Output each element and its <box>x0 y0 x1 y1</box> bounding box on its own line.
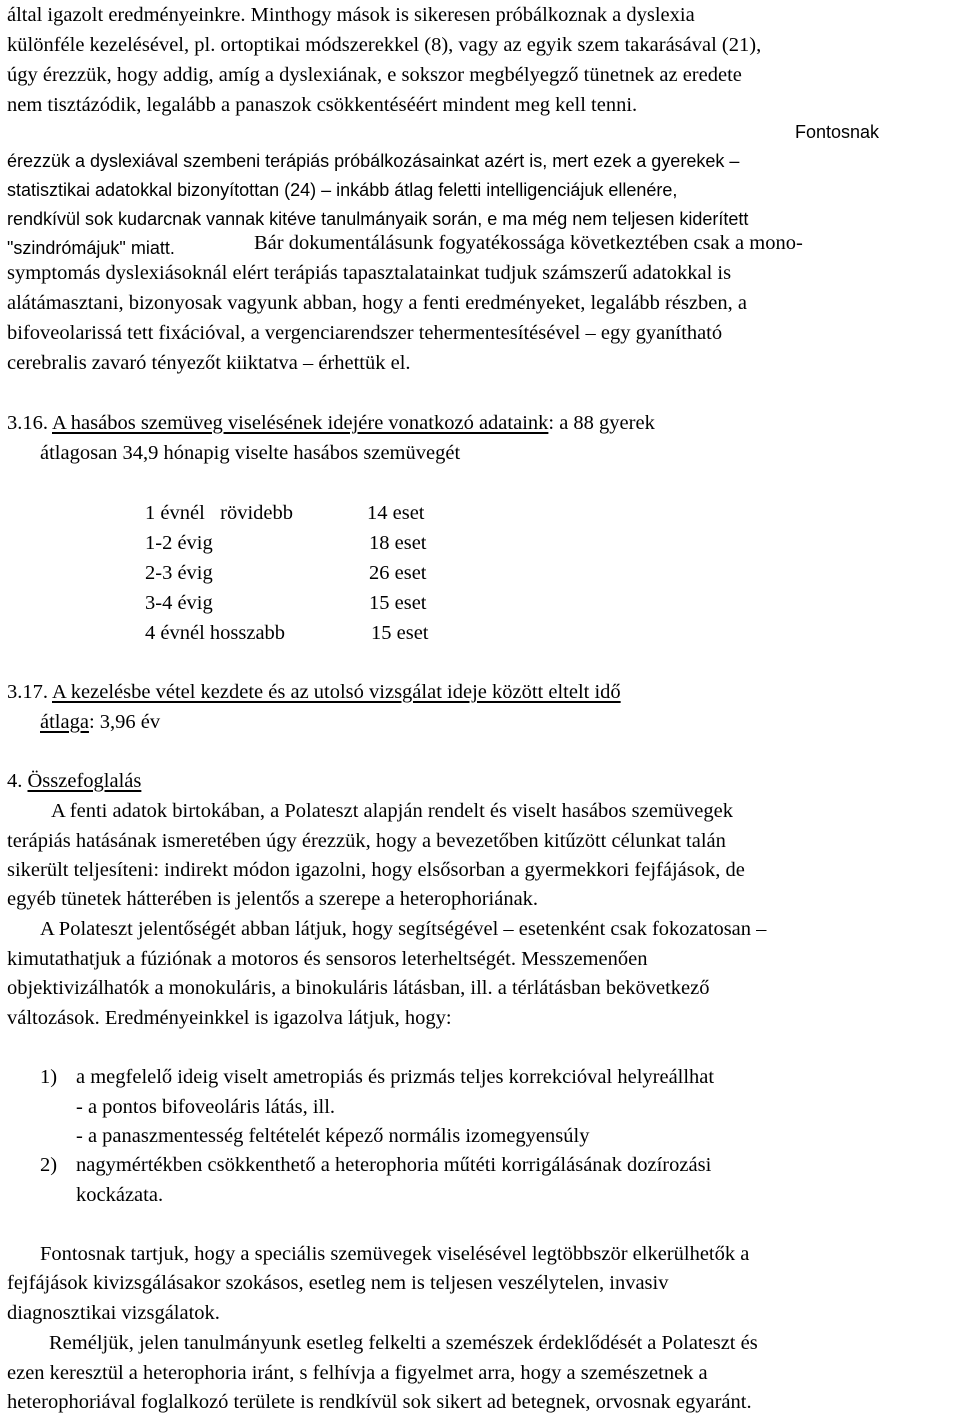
text-line: átlagosan 34,9 hónapig viselte hasábos szemüvegét <box>40 442 461 464</box>
text-line: symptomás dyslexiásoknál elért terápiás tapasztalatainkat tudjuk számszerű adatokkal is <box>7 262 732 284</box>
text-line: statisztikai adatokkal bizonyítottan (24) – inkább átlag feletti intelligenciájuk ellenére, <box>7 180 678 200</box>
section-4-heading <box>7 766 141 796</box>
text-line: ezen keresztül a heterophoria iránt, s felhívja a figyelmet arra, hogy a szemészetnek a <box>7 1362 708 1384</box>
text-line: sikerült teljesíteni: indirekt módon igazolni, hogy elsősorban a gyermekkori fejfájások, de <box>7 859 745 881</box>
text-line: Reméljük, jelen tanulmányunk esetleg felkelti a szemészek érdeklődését a Polateszt és <box>49 1332 758 1354</box>
text-line: változások. Eredményeinkkel is igazolva látjuk, hogy: <box>7 1007 452 1029</box>
list-text: nagymértékben csökkenthető a heterophoria műtéti korrigálásának dozírozási <box>76 1154 712 1176</box>
text-line: Fontosnak <box>795 122 880 142</box>
section-title: A hasábos szemüveg viselésének idejére vonatkozó adataink <box>52 412 549 434</box>
text-line: bifoveolarissá tett fixációval, a vergenciarendszer tehermentesítésével – egy gyanítható <box>7 322 723 344</box>
text-line: különféle kezelésével, pl. ortoptikai módszerekkel (8), vagy az egyik szem takarásával (21), <box>7 34 762 56</box>
table-row <box>145 528 427 558</box>
list-item <box>40 1150 711 1180</box>
text-line <box>40 707 160 737</box>
case-count: 18 eset <box>369 532 427 554</box>
section-title: átlaga <box>40 711 89 733</box>
duration-label: 1 évnél rövidebb <box>145 502 294 524</box>
text-line: A fenti adatok birtokában, a Polateszt alapján rendelt és viselt hasábos szemüvegek <box>51 800 733 822</box>
list-item <box>76 1180 163 1210</box>
section-number: 4. <box>7 770 23 792</box>
list-text: - a pontos bifoveoláris látás, ill. <box>76 1096 336 1118</box>
case-count: 26 eset <box>369 562 427 584</box>
duration-label: 1-2 évig <box>145 532 213 554</box>
list-number: 2) <box>40 1154 58 1176</box>
text-line: terápiás hatásának ismeretében úgy érezzük, hogy a bevezetőben kitűzött célunkat talán <box>7 830 726 852</box>
case-count: 15 eset <box>369 592 427 614</box>
text-line: heterophoriával foglalkozó területe is rendkívül sok sikert ad betegnek, orvosnak egyaránt. <box>7 1391 752 1413</box>
text-line: Fontosnak tartjuk, hogy a speciális szemüvegek viselésével legtöbbször elkerülhetők a <box>40 1243 750 1265</box>
duration-label: 3-4 évig <box>145 592 213 614</box>
text-line: Bár dokumentálásunk fogyatékossága következtében csak a mono- <box>254 232 803 254</box>
table-row <box>145 498 425 528</box>
table-row <box>145 558 427 588</box>
text-line: rendkívül sok kudarcnak vannak kitéve tanulmányaik során, e ma még nem teljesen kiderített <box>7 209 749 229</box>
text-line: által igazolt eredményeinkre. Minthogy mások is sikeresen próbálkoznak a dyslexia <box>7 4 695 26</box>
list-text: - a panaszmentesség feltételét képező normális izomegyensúly <box>76 1125 590 1147</box>
text-line: érezzük a dyslexiával szembeni terápiás próbálkozásainkat azért is, mert ezek a gyerekek – <box>7 151 740 171</box>
table-row <box>145 618 429 648</box>
text-line <box>7 90 637 120</box>
text-line: objektivizálhatók a monokuláris, a binokuláris látásban, ill. a térlátásban bekövetkező <box>7 977 710 999</box>
case-count: 15 eset <box>371 622 429 644</box>
text-line: diagnosztikai vizsgálatok. <box>7 1302 220 1324</box>
text-line: úgy érezzük, hogy addig, amíg a dyslexiának, e sokszor megbélyegző tünetnek az eredete <box>7 64 742 86</box>
section-title-rest: : 3,96 év <box>88 711 161 733</box>
list-item <box>76 1121 589 1151</box>
list-item <box>76 1092 335 1122</box>
section-number: 3.16. <box>7 412 48 434</box>
list-text: a megfelelő ideig viselt ametropiás és prizmás teljes korrekcióval helyreállhat <box>76 1066 715 1088</box>
text-line: fejfájások kivizsgálásakor szokásos, esetleg nem is teljesen veszélytelen, invasiv <box>7 1272 669 1294</box>
list-text: kockázata. <box>76 1184 164 1206</box>
section-3-17-heading <box>7 677 621 707</box>
text-line: alátámasztani, bizonyosak vagyunk abban, hogy a fenti eredményeket, legalább részben, a <box>7 292 747 314</box>
list-number: 1) <box>40 1066 58 1088</box>
table-row <box>145 588 427 618</box>
section-3-16-heading <box>7 408 655 438</box>
section-number: 3.17. <box>7 681 48 703</box>
list-item <box>40 1062 714 1092</box>
section-title: A kezelésbe vétel kezdete és az utolsó vizsgálat ideje között eltelt idő <box>52 681 621 703</box>
text-segment: nem tisztázódik, legalább a panaszok csökkentéséért mindent meg kell tenni. <box>7 94 638 116</box>
duration-label: 4 évnél hosszabb <box>145 622 286 644</box>
text-line: kimutathatjuk a fúziónak a motoros és sensoros leterheltségét. Messzemenően <box>7 948 648 970</box>
section-title: Összefoglalás <box>27 770 142 792</box>
text-line: A Polateszt jelentőségét abban látjuk, hogy segítségével – esetenként csak fokozatosan – <box>40 918 767 940</box>
section-title-rest: : a 88 gyerek <box>548 412 655 434</box>
text-line: egyéb tünetek hátterében is jelentős a szerepe a heterophoriának. <box>7 888 539 910</box>
duration-label: 2-3 évig <box>145 562 213 584</box>
text-line: "szindrómájuk" miatt. <box>7 238 175 258</box>
case-count: 14 eset <box>367 502 425 524</box>
text-line: cerebralis zavaró tényezőt kiiktatva – érhettük el. <box>7 352 411 374</box>
